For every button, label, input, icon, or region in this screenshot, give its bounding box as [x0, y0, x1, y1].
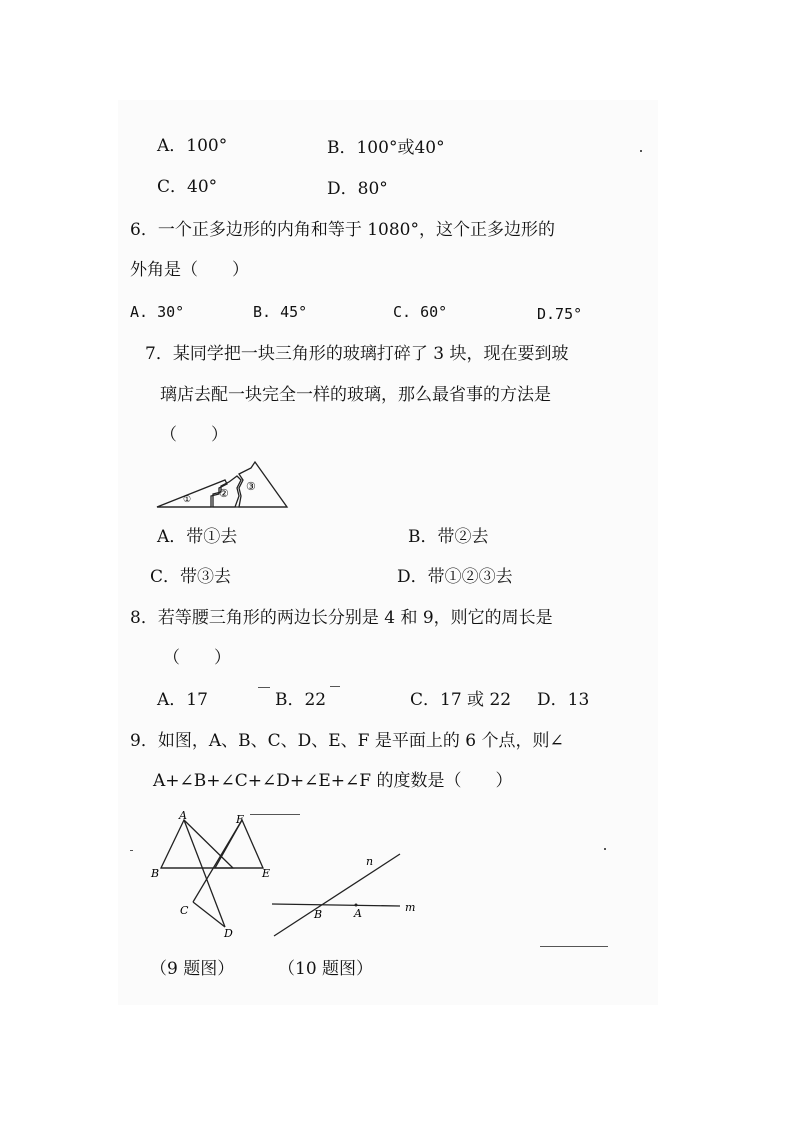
q9-figure	[145, 808, 285, 940]
q7-stem-line1: 7．某同学把一块三角形的玻璃打碎了 3 块，现在要到玻	[145, 344, 569, 364]
triangle-abe	[161, 820, 233, 868]
line-n-label: n	[366, 855, 374, 868]
q9-stem-line2: A+∠B+∠C+∠D+∠E+∠F 的度数是（ ）	[153, 771, 513, 791]
q9-stem-line1: 9．如图，A、B、C、D、E、F 是平面上的 6 个点，则∠	[130, 731, 564, 751]
q6-option-b: B. 45°	[253, 303, 308, 321]
q5-option-c: C．40°	[157, 177, 218, 197]
q5-option-b: B．100°或40°	[327, 138, 445, 158]
q6-option-c: C. 60°	[393, 303, 448, 321]
scan-artifact	[330, 686, 340, 687]
glass-piece-1-label: ①	[183, 495, 192, 505]
point-e-label: E	[262, 867, 271, 880]
scan-artifact	[640, 150, 642, 152]
point-b-label: B	[151, 867, 160, 880]
q7-option-a: A．带①去	[157, 527, 238, 547]
q6-stem-line1: 6．一个正多边形的内角和等于 1080°，这个正多边形的	[130, 220, 555, 240]
point-a-label: A	[179, 809, 187, 822]
q5-option-d: D．80°	[327, 179, 388, 199]
line-n	[274, 854, 400, 936]
q6-option-d: D.75°	[537, 305, 583, 323]
glass-piece-2-label: ②	[219, 487, 229, 500]
scan-artifact	[250, 814, 300, 815]
q7-broken-glass-figure	[155, 458, 290, 510]
q5-option-a: A．100°	[157, 136, 228, 156]
q7-paren: （ ）	[160, 425, 228, 445]
scan-artifact	[258, 687, 270, 688]
q7-option-b: B．带②去	[408, 527, 489, 547]
scan-artifact	[604, 848, 606, 850]
scan-artifact	[130, 850, 133, 851]
q7-option-d: D．带①②③去	[397, 567, 513, 587]
scan-artifact	[540, 946, 608, 947]
point-c-label: C	[180, 904, 189, 917]
q8-option-a: A．17	[157, 690, 208, 710]
q10-figure	[268, 848, 428, 940]
q8-option-b: B．22	[275, 690, 327, 710]
glass-piece-3-label: ③	[246, 480, 256, 493]
fig10-caption: （10 题图）	[278, 959, 374, 979]
triangle-fbe	[215, 820, 263, 868]
q8-option-c: C．17 或 22	[410, 690, 512, 710]
q7-stem-line2: 璃店去配一块完全一样的玻璃，那么最省事的方法是	[160, 385, 551, 405]
fig9-caption: （9 题图）	[150, 959, 235, 979]
line-m	[272, 904, 400, 906]
point-d-label: D	[224, 927, 233, 940]
q6-stem-line2: 外角是（ ）	[130, 260, 249, 280]
line-m-label: m	[405, 901, 416, 914]
q8-stem-line1: 8．若等腰三角形的两边长分别是 4 和 9，则它的周长是	[130, 608, 553, 628]
q8-option-d: D．13	[537, 690, 590, 710]
q6-option-a: A. 30°	[130, 303, 185, 321]
point-b-label: B	[314, 908, 323, 921]
q8-paren: （ ）	[163, 648, 231, 668]
q7-option-c: C．带③去	[150, 567, 232, 587]
point-f-label: F	[236, 813, 244, 826]
point-a-label: A	[354, 907, 362, 920]
